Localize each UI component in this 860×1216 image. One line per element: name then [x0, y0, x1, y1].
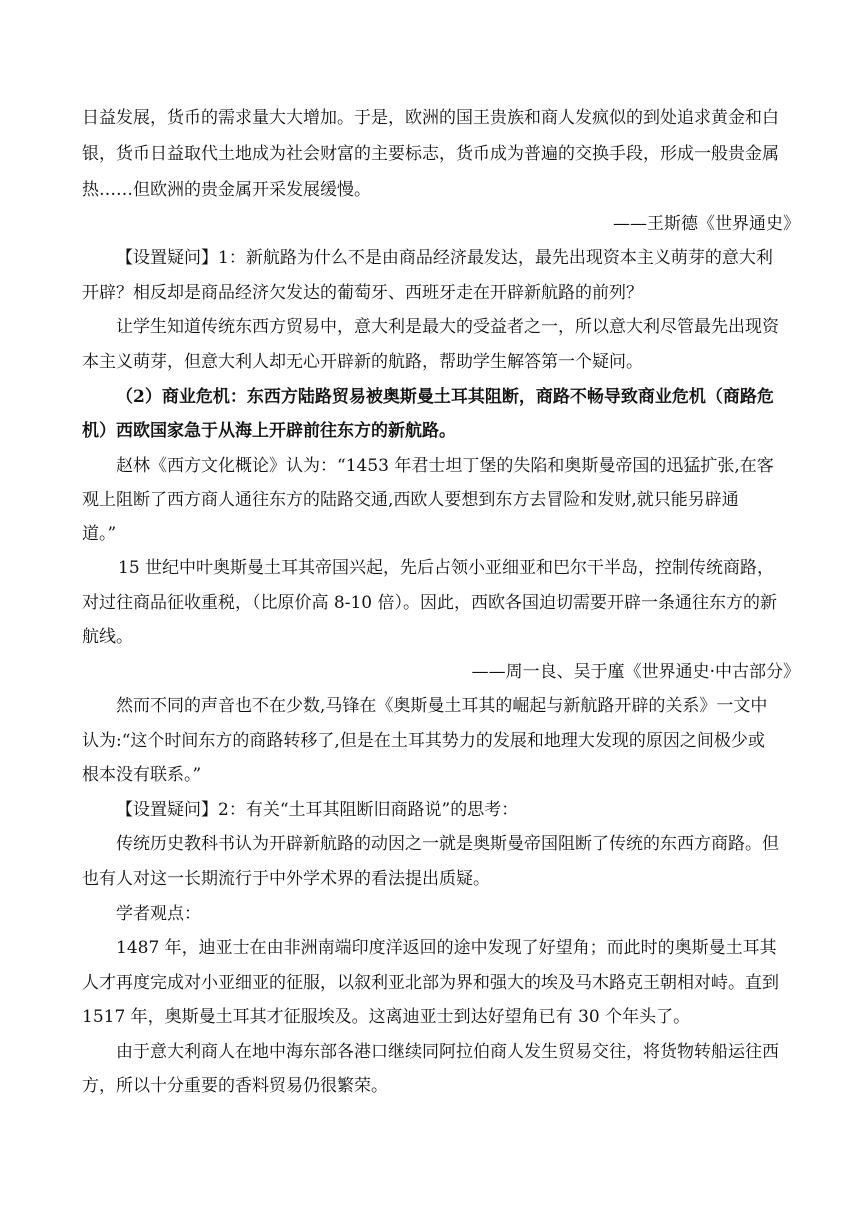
text-line: 根本没有联系。”: [82, 765, 202, 785]
text-line: 对过往商品征收重税，（比原价高 8-10 倍）。因此，西欧各国迫切需要开辟一条通往东方的新: [82, 593, 777, 613]
citation: ——周一良、吴于廑《世界通史·中古部分》: [471, 662, 800, 682]
text-line: 也有人对这一长期流行于中外学术界的看法提出质疑。: [82, 869, 490, 889]
text-line: 传统历史教科书认为开辟新航路的动因之一就是奥斯曼帝国阻断了传统的东西方商路。但: [116, 834, 779, 854]
text-line: 赵林《西方文化概论》认为：“1453 年君士坦丁堡的失陷和奥斯曼帝国的迅猛扩张,在客: [116, 456, 774, 476]
text-line: 然而不同的声音也不在少数,马锋在《奥斯曼土耳其的崛起与新航路开辟的关系》一文中: [116, 696, 768, 716]
text-line: 本主义萌芽，但意大利人却无心开辟新的航路，帮助学生解答第一个疑问。: [82, 352, 643, 372]
text-line: 15 世纪中叶奥斯曼土耳其帝国兴起，先后占领小亚细亚和巴尔干半岛，控制传统商路，: [118, 558, 775, 578]
text-line: 【设置疑问】1：新航路为什么不是由商品经济最发达，最先出现资本主义萌芽的意大利: [116, 248, 773, 268]
text-line: 让学生知道传统东西方贸易中，意大利是最大的受益者之一，所以意大利尽管最先出现资: [116, 317, 779, 337]
text-line: 1517 年，奥斯曼土耳其才征服埃及。这离迪亚士到达好望角已有 30 个年头了。: [82, 1007, 691, 1027]
section-heading: （2）商业危机：东西方陆路贸易被奥斯曼土耳其阻断，商路不畅导致商业危机（商路危: [116, 387, 774, 407]
text-line: 航线。: [82, 627, 133, 647]
text-line: 道。”: [82, 524, 117, 544]
text-line: 观上阻断了西方商人通往东方的陆路交通,西欧人要想到东方去冒险和发财,就只能另辟通: [82, 490, 739, 510]
text-line: 银，货币日益取代土地成为社会财富的主要标志，货币成为普遍的交换手段，形成一般贵金属: [82, 144, 779, 164]
text-line: 由于意大利商人在地中海东部各港口继续同阿拉伯商人发生贸易交往，将货物转船运往西: [116, 1042, 779, 1062]
text-line: 开辟？相反却是商品经济欠发达的葡萄牙、西班牙走在开辟新航路的前列？: [82, 283, 643, 303]
text-line: 热……但欧洲的贵金属开采发展缓慢。: [82, 180, 371, 200]
text-line: 1487 年，迪亚士在由非洲南端印度洋返回的途中发现了好望角；而此时的奥斯曼土耳其: [116, 938, 777, 958]
text-line: 认为:“这个时间东方的商路转移了,但是在土耳其势力的发展和地理大发现的原因之间极少或: [82, 731, 765, 751]
text-line: 人才再度完成对小亚细亚的征服，以叙利亚北部为界和强大的埃及马木路克王朝相对峙。直到: [82, 973, 779, 993]
text-line: 日益发展，货币的需求量大大增加。于是，欧洲的国王贵族和商人发疯似的到处追求黄金和白: [82, 108, 779, 128]
text-line: 方，所以十分重要的香料贸易仍很繁荣。: [82, 1076, 388, 1096]
citation: ——王斯德《世界通史》: [613, 214, 800, 234]
section-heading: 机）西欧国家急于从海上开辟前往东方的新航路。: [82, 421, 456, 441]
text-line: 学者观点：: [116, 904, 201, 924]
text-line: 【设置疑问】2：有关“土耳其阻断旧商路说”的思考：: [116, 800, 519, 820]
